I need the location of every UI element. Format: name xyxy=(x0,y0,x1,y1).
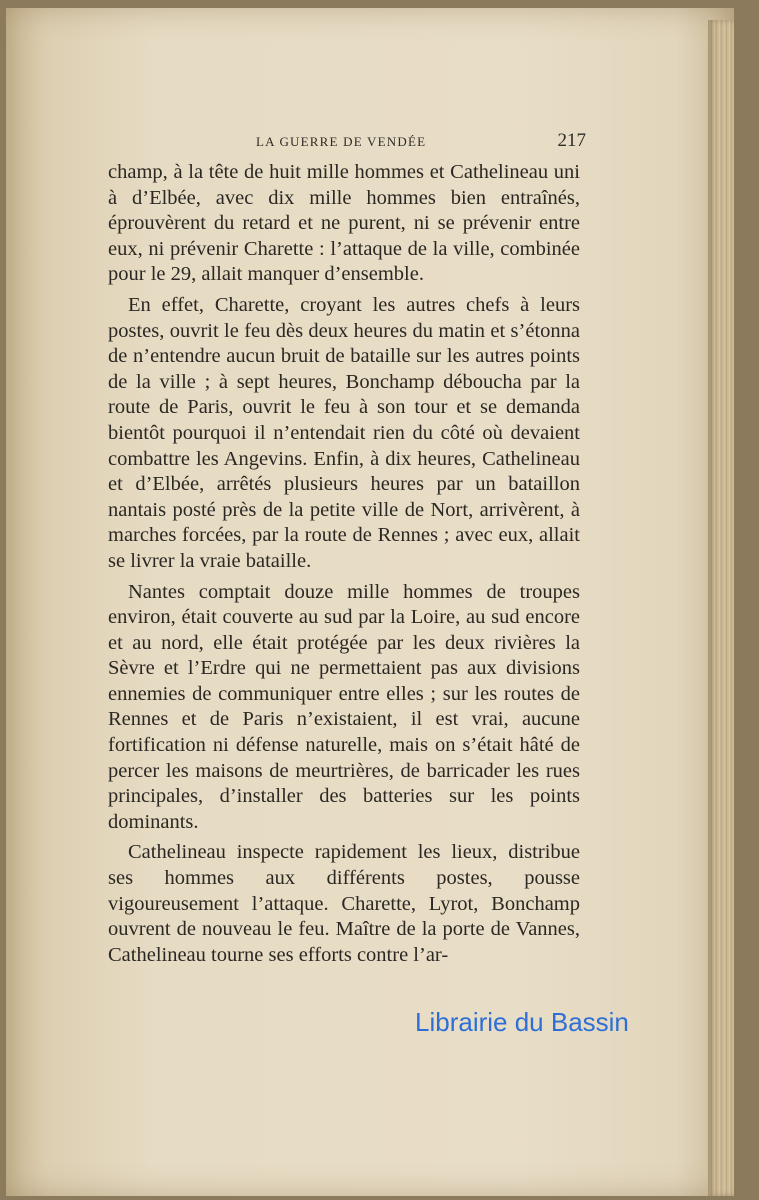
paragraph-1: champ, à la tête de huit mille hommes et Cathelineau uni à d’Elbée, avec dix mille hommes bien entraînés, éprouvèrent du retard et ne purent, ni se prévenir entre eux, ni prévenir Charette : l’attaque de la ville, combinée pour le 29, allait manquer d’ensemble. xyxy=(108,161,580,286)
page-edges xyxy=(708,20,734,1196)
paragraph-4: Cathelineau inspecte rapidement les lieux, distribue ses hommes aux différents postes, pousse vigoureusement l’attaque. Charette, Lyrot, Bonchamp ouvrent de nouveau le feu. Maître de la porte de Vannes, Cathelineau tourne ses efforts contre l’ar- xyxy=(108,841,580,966)
watermark: Librairie du Bassin xyxy=(415,1007,629,1037)
page-header xyxy=(108,130,586,154)
body-text xyxy=(108,160,580,968)
page-number: 217 xyxy=(557,130,586,151)
running-title: LA GUERRE DE VENDÉE xyxy=(256,134,427,149)
paragraph-2: En effet, Charette, croyant les autres chefs à leurs postes, ouvrit le feu dès deux heures du matin et s’étonna de n’entendre aucun bruit de bataille sur les autres points de la ville ; à sept heures, Bonchamp déboucha par la route de Paris, ouvrit le feu à son tour et se demanda bientôt pourquoi il n’entendait rien du côté où devaient combattre les Angevins. Enfin, à dix heures, Cathelineau et d’Elbée, arrêtés plusieurs heures par un bataillon nantais posté près de la petite ville de Nort, arrivèrent, à marches forcées, par la route de Rennes ; avec eux, allait se livrer la vraie bataille. xyxy=(108,293,580,572)
paragraph-3: Nantes comptait douze mille hommes de troupes environ, était couverte au sud par la Loire, au sud encore et au nord, elle était protégée par les deux rivières la Sèvre et l’Erdre qui ne permettaient pas aux divisions ennemies de communiquer entre elles ; sur les routes de Rennes et de Paris n’existaient, il est vrai, aucune fortification ni défense naturelle, mais on s’était hâté de percer les maisons de meurtrières, de barricader les rues principales, d’installer des batteries sur les points dominants. xyxy=(108,580,580,833)
